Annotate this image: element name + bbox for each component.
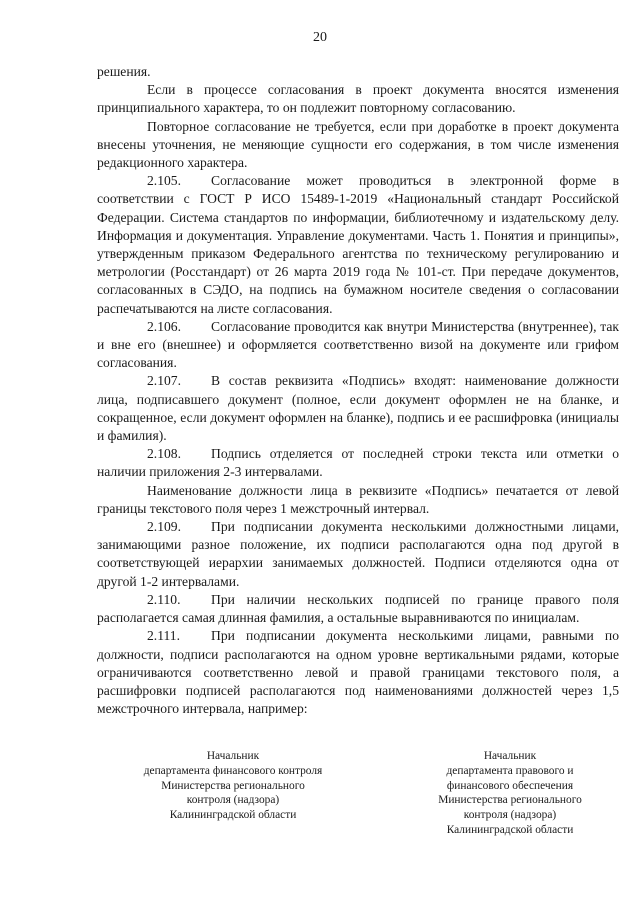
paragraph-text: При наличии нескольких подписей по границе правого поля располагается самая длинная фамилия, а остальные выравниваются по инициалам. <box>97 591 619 626</box>
paragraph-text: Наименование должности лица в реквизите «Подпись» печатается от левой границы текстового поля через 1 межстрочный интервал. <box>97 482 619 516</box>
clause-number: 2.111. <box>147 628 180 644</box>
signature-line: Калининградской области <box>446 823 574 836</box>
paragraph-continuation <box>97 63 619 81</box>
paragraph <box>97 482 619 518</box>
clause-2-110 <box>97 591 619 627</box>
clause-2-111 <box>97 627 619 718</box>
paragraph <box>97 81 619 117</box>
signature-line: Начальник <box>206 750 260 762</box>
clause-number: 2.105. <box>147 173 181 189</box>
signature-line: департамента финансового контроля <box>143 764 323 777</box>
signature-line: департамента правового и <box>446 764 574 777</box>
paragraph-text: решения. <box>97 64 151 79</box>
clause-2-109 <box>97 518 619 591</box>
signature-line: Министерства регионального <box>161 779 305 792</box>
clause-number: 2.106. <box>147 318 181 334</box>
paragraph-text: В состав реквизита «Подпись» входят: наименование должности лица, подписавшего документ (полное, если документ оформлен не на бланке, и сокращенное, если документ оформлен на бланке), подпись и ее расшифровка (инициалы и фамилия). <box>97 373 619 444</box>
clause-2-105 <box>97 172 619 318</box>
paragraph-text: Согласование проводится как внутри Министерства (внутреннее), так и вне его (внешнее) и оформляется соответственно визой на документе или грифом согласования. <box>97 318 619 371</box>
paragraph-text: При подписании документа несколькими лицами, равными по должности, подписи располагаются на одном уровне вертикальными рядами, которые ограничиваются соответственно левой и правой границами текстового поля, а расшифровки подписей располагаются под наименованиями должностей через 1,5 межстрочного интервала, например: <box>97 628 619 717</box>
clause-number: 2.108. <box>147 446 181 462</box>
paragraph-text: Повторное согласование не требуется, если при доработке в проект документа внесены уточнения, не меняющие сущности его содержания, в том числе изменения редакционного характера. <box>97 118 619 171</box>
signature-block-left <box>118 749 348 823</box>
page-number: 20 <box>313 30 327 45</box>
clause-2-108 <box>97 445 619 481</box>
signature-line: контроля (надзора) <box>186 794 280 807</box>
signature-example <box>0 749 640 849</box>
clause-number: 2.107. <box>147 373 181 389</box>
signature-line: Начальник <box>483 750 537 762</box>
clause-number: 2.110. <box>147 591 181 607</box>
signature-line: Министерства регионального <box>438 794 582 807</box>
signature-line: Калининградской области <box>169 809 297 822</box>
clause-number: 2.109. <box>147 519 181 535</box>
paragraph-text: Согласование может проводиться в электронной форме в соответствии с ГОСТ Р ИСО 15489-1-2019 «Национальный стандарт Российской Федерации. Система стандартов по информации, библиотечному и издательскому делу. Информация и документация. Управление документами. Часть 1. Понятия и принципы», утвержденным приказом Федерального агентства по техническому регулированию и метрологии (Росстандарт) от 26 марта 2019 года № 101-ст. При передаче документов, согласованных в СЭДО, на подпись на бумажном носителе сведения о согласовании распечатываются на листе согласования. <box>97 173 619 316</box>
clause-2-107 <box>97 372 619 445</box>
document-body <box>97 63 619 718</box>
signature-line: контроля (надзора) <box>463 809 557 822</box>
signature-line: финансового обеспечения <box>446 779 574 792</box>
clause-2-106 <box>97 318 619 373</box>
paragraph-text: Если в процессе согласования в проект документа вносятся изменения принципиального характера, то он подлежит повторному согласованию. <box>97 82 619 116</box>
paragraph-text: Подпись отделяется от последней строки текста или отметки о наличии приложения 2-3 интервалами. <box>97 446 619 480</box>
signature-block-right <box>395 749 625 838</box>
paragraph-text: При подписании документа несколькими должностными лицами, занимающими разное положение, их подписи располагаются одна под другой в соответствующей иерархии занимаемых должностей. Подписи отделяются одна от другой 1-2 интервалами. <box>97 519 619 589</box>
paragraph <box>97 118 619 173</box>
